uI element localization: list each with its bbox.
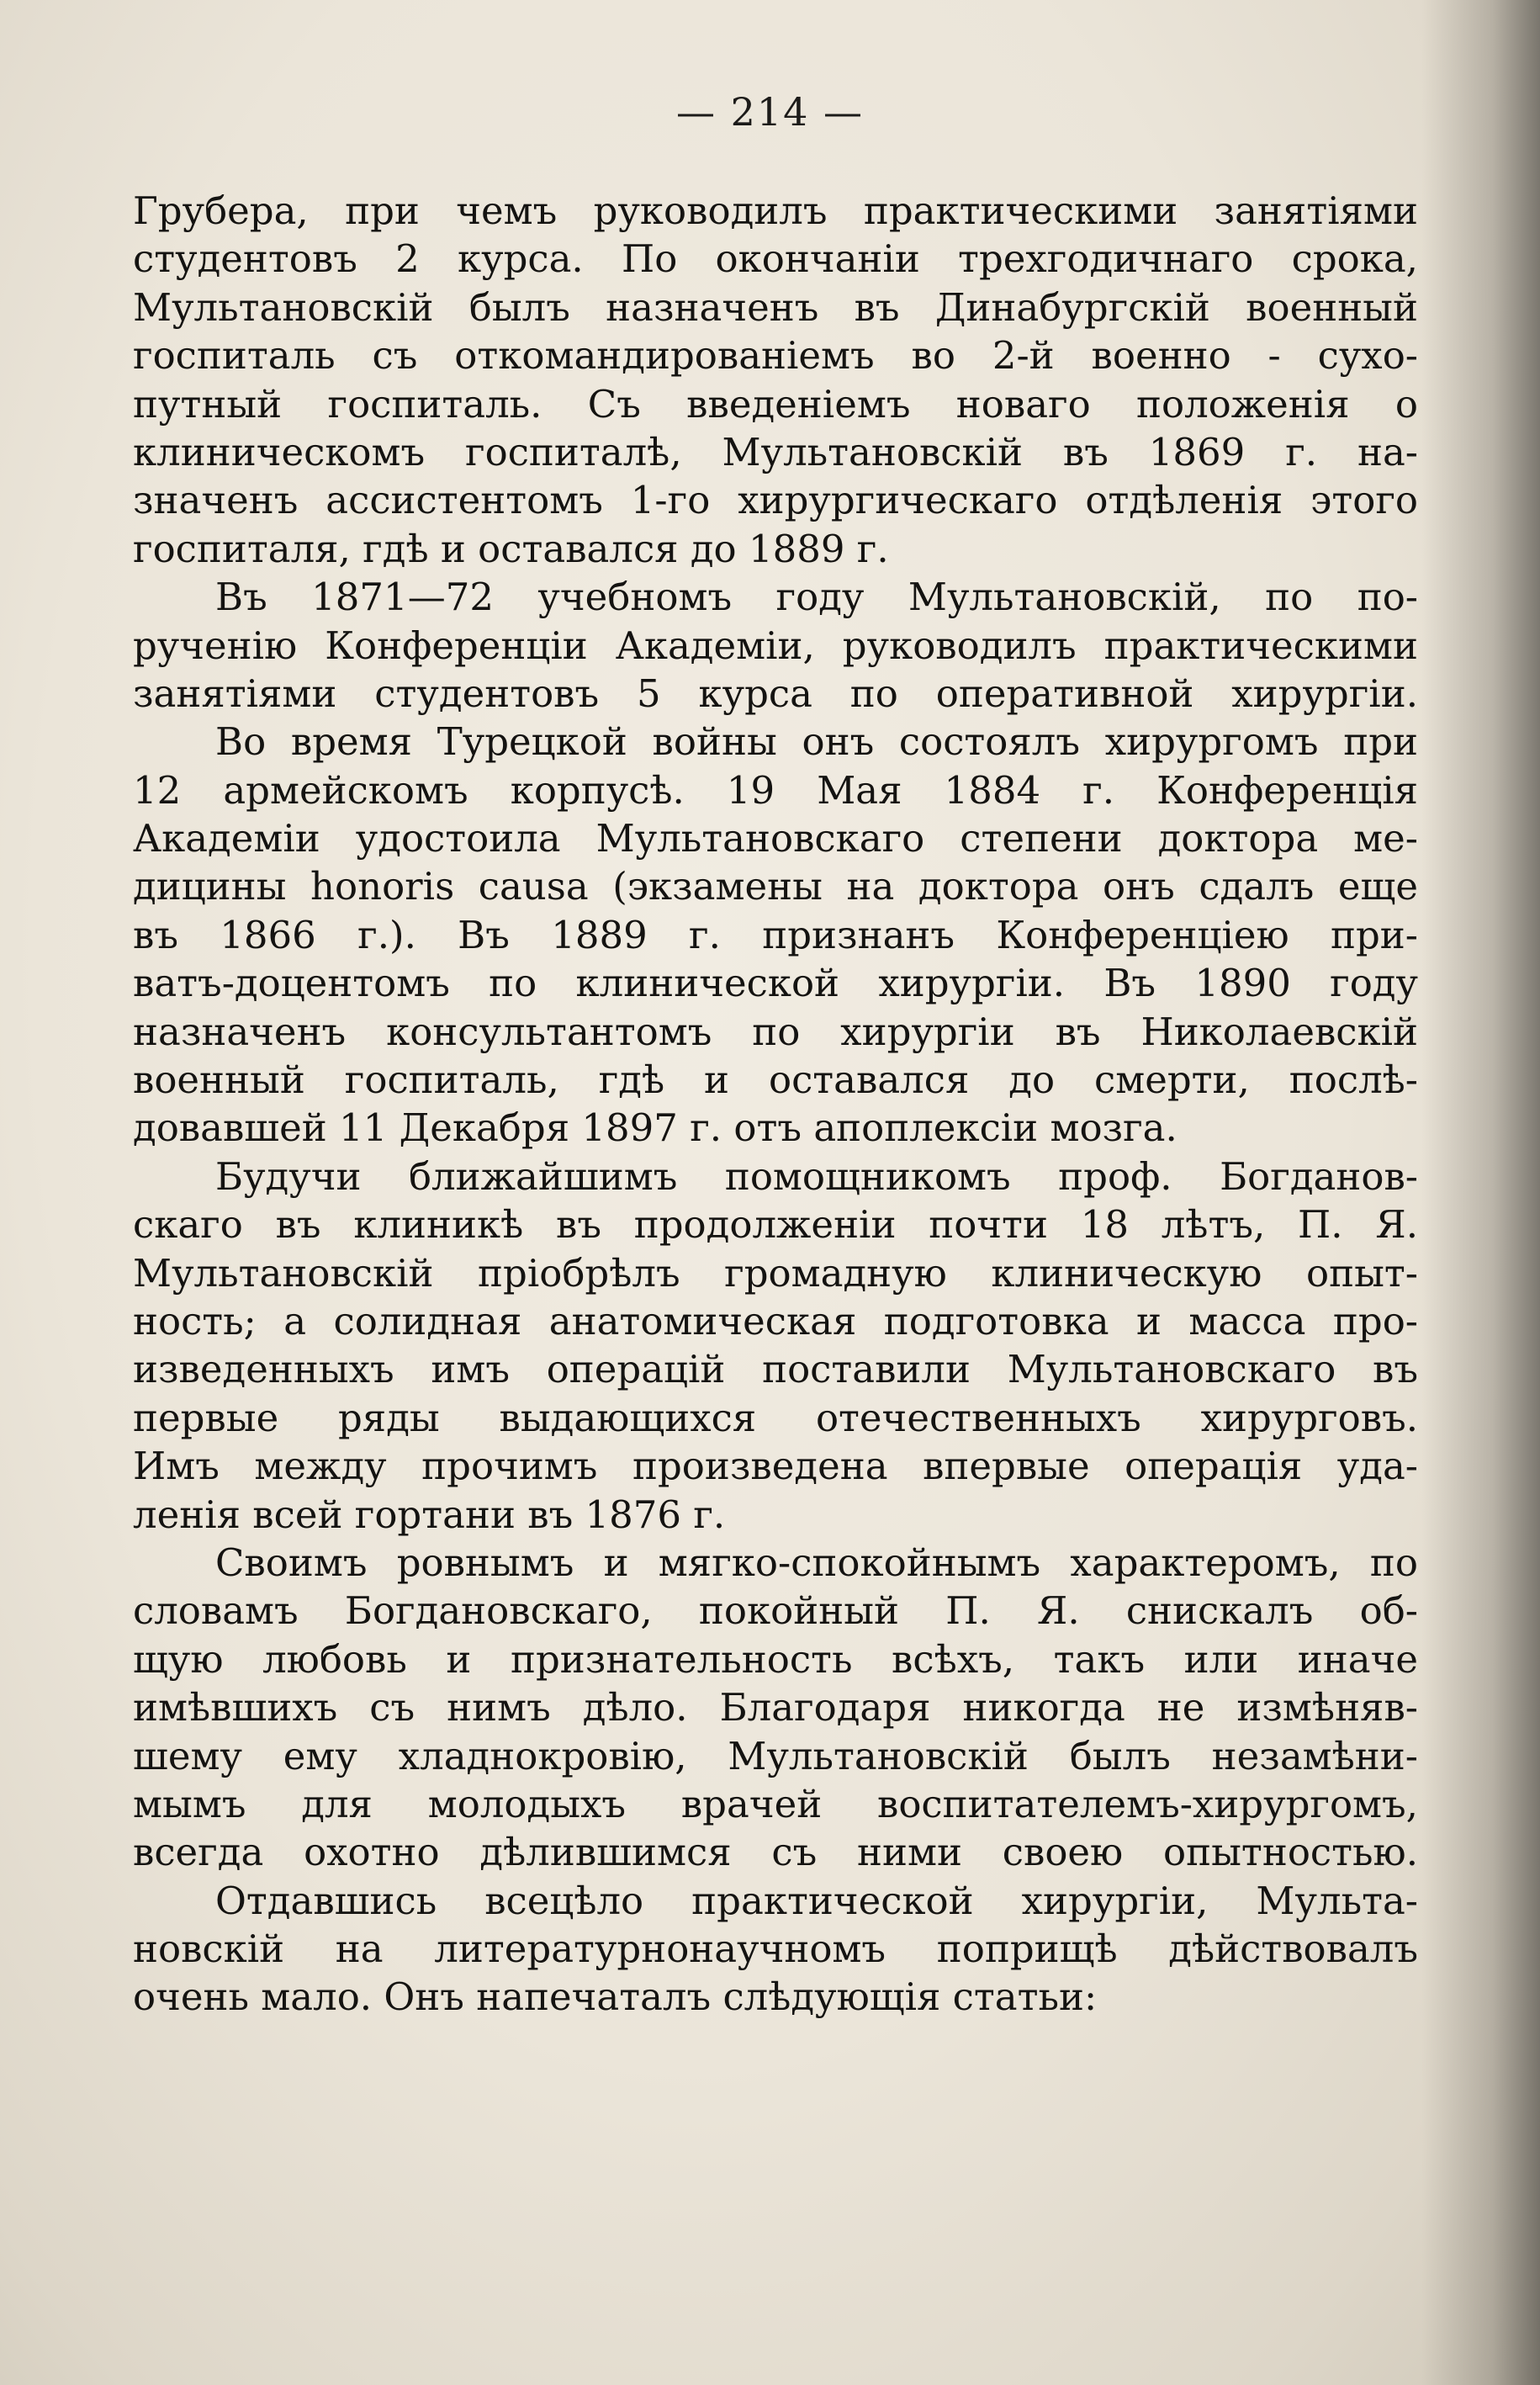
text-line: новскій на литературнонаучномъ поприщѣ дѣйствовалъ <box>133 1927 1418 1972</box>
text-line: очень мало. Онъ напечаталъ слѣдующія статьи: <box>133 1974 1098 2020</box>
text-line: Грубера, при чемъ руководилъ практическими занятіями <box>133 188 1418 233</box>
text-line: назначенъ консультантомъ по хирургіи въ Николаевскій <box>133 1009 1418 1054</box>
text-line: первые ряды выдающихся отечественныхъ хирурговъ. <box>133 1395 1418 1440</box>
text-line: Въ 1871—72 учебномъ году Мультановскій, по по- <box>215 575 1418 620</box>
text-line: военный госпиталь, гдѣ и оставался до смерти, послѣ- <box>133 1057 1418 1103</box>
text-line: Имъ между прочимъ произведена впервые операція уда- <box>133 1444 1418 1489</box>
text-line: клиническомъ госпиталѣ, Мультановскій въ 1869 г. на- <box>133 429 1418 474</box>
text-line: мымъ для молодыхъ врачей воспитателемъ-хирургомъ, <box>133 1781 1418 1826</box>
text-line: Отдавшись всецѣло практической хирургіи, Мульта- <box>215 1878 1418 1923</box>
text-line: ватъ-доцентомъ по клинической хирургіи. Въ 1890 году <box>133 961 1418 1006</box>
text-line: въ 1866 г.). Въ 1889 г. признанъ Конференціею при- <box>133 912 1418 957</box>
text-line: дицины honoris causa (экзамены на доктора онъ сдалъ еще <box>133 864 1418 909</box>
page-number: — 214 — <box>675 89 865 135</box>
text-line: изведенныхъ имъ операцій поставили Мультановскаго въ <box>133 1347 1418 1392</box>
text-line: 12 армейскомъ корпусѣ. 19 Мая 1884 г. Конференція <box>133 767 1418 813</box>
text-line: словамъ Богдановскаго, покойный П. Я. снискалъ об- <box>133 1588 1418 1634</box>
text-line: Академіи удостоила Мультановскаго степени доктора ме- <box>133 816 1418 861</box>
text-line: Во время Турецкой войны онъ состоялъ хирургомъ при <box>215 719 1418 765</box>
text-line: Будучи ближайшимъ помощникомъ проф. Богданов- <box>215 1153 1418 1199</box>
text-line: шему ему хладнокровію, Мультановскій былъ незамѣни- <box>133 1733 1418 1778</box>
text-line: всегда охотно дѣлившимся съ ними своею опытностью. <box>133 1830 1418 1875</box>
text-line: скаго въ клиникѣ въ продолженіи почти 18 лѣтъ, П. Я. <box>133 1202 1418 1248</box>
text-line: Мультановскій былъ назначенъ въ Динабургскій военный <box>133 284 1418 330</box>
text-line: рученію Конференціи Академіи, руководилъ практическими <box>133 623 1418 668</box>
text-line: Своимъ ровнымъ и мягко-спокойнымъ характеромъ, по <box>215 1540 1418 1585</box>
text-line: Мультановскій пріобрѣлъ громадную клиническую опыт- <box>133 1250 1418 1296</box>
text-line: имѣвшихъ съ нимъ дѣло. Благодаря никогда не измѣняв- <box>133 1685 1418 1730</box>
text-line: студентовъ 2 курса. По окончаніи трехгодичнаго срока, <box>133 236 1418 282</box>
text-line: ность; а солидная анатомическая подготовка и масса про- <box>133 1298 1418 1344</box>
text-line: госпиталя, гдѣ и оставался до 1889 г. <box>133 526 889 571</box>
text-line: занятіями студентовъ 5 курса по оперативной хирургіи. <box>133 670 1418 716</box>
body-text <box>133 187 1418 2022</box>
text-line: ленія всей гортани въ 1876 г. <box>133 1492 726 1537</box>
text-line: щую любовь и признательность всѣхъ, такъ или иначе <box>133 1636 1418 1682</box>
text-line: довавшей 11 Декабря 1897 г. отъ апоплексіи мозга. <box>133 1105 1177 1151</box>
text-line: путный госпиталь. Съ введеніемъ новаго положенія о <box>133 381 1418 427</box>
text-line: госпиталь съ откомандированіемъ во 2-й военно - сухо- <box>133 333 1418 379</box>
text-line: значенъ ассистентомъ 1-го хирургическаго отдѣленія этого <box>133 478 1418 523</box>
